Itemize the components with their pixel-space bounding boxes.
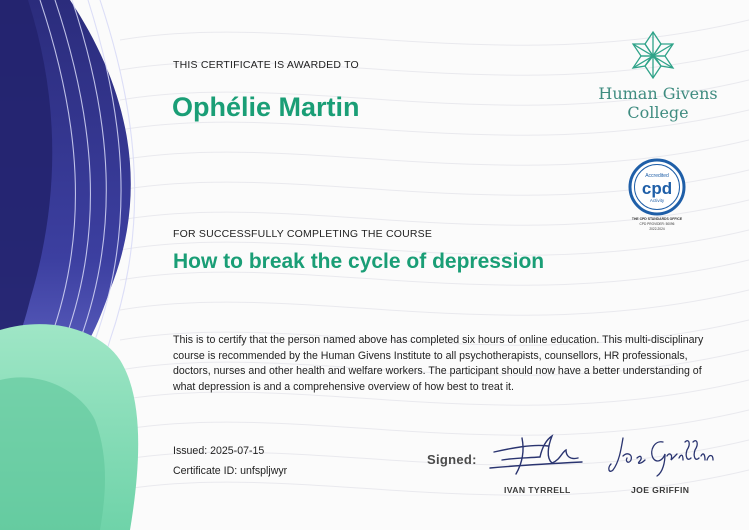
logo-line-2: College [627, 103, 689, 122]
signature-ivan-tyrrell [482, 430, 592, 480]
flower-icon [631, 30, 675, 80]
recipient-name: Ophélie Martin [172, 92, 360, 122]
signed-label: Signed: [427, 452, 477, 467]
certificate-description: This is to certify that the person named above has completed six hours of online education. This multi-disciplinary course is recommended by the Human Givens Institute to all psychotherapists, counsellors, HR professionals, doctors, nurses and other health and welfare workers. The participant should now have a better understanding of what depression is and a comprehensive overview of how best to treat it. [173, 334, 704, 393]
cpd-caption-3: 2022-2024 [649, 227, 665, 231]
signer-name-2: JOE GRIFFIN [631, 485, 690, 495]
certificate-id: Certificate ID: unfspljwyr [173, 465, 288, 477]
cpd-badge-main: cpd [641, 179, 673, 198]
signature-joe-griffin [605, 432, 715, 477]
cpd-caption-1: THE CPD STANDARDS OFFICE [631, 217, 683, 221]
issued-date: Issued: 2025-07-15 [173, 445, 265, 457]
logo-line-1: Human Givens [598, 84, 718, 103]
cpd-badge-bottom: Activity [649, 198, 665, 203]
awarded-label: THIS CERTIFICATE IS AWARDED TO [173, 59, 359, 71]
cpd-badge-top: Accredited [645, 173, 669, 179]
college-logo-text [590, 84, 726, 122]
cpd-accreditation-badge [621, 158, 693, 234]
signer-name-1: IVAN TYRRELL [504, 485, 571, 495]
course-title: How to break the cycle of depression [173, 250, 545, 273]
cpd-caption-2: CPD PROVIDER: 50096 [639, 222, 675, 226]
completing-label: FOR SUCCESSFULLY COMPLETING THE COURSE [173, 228, 433, 240]
